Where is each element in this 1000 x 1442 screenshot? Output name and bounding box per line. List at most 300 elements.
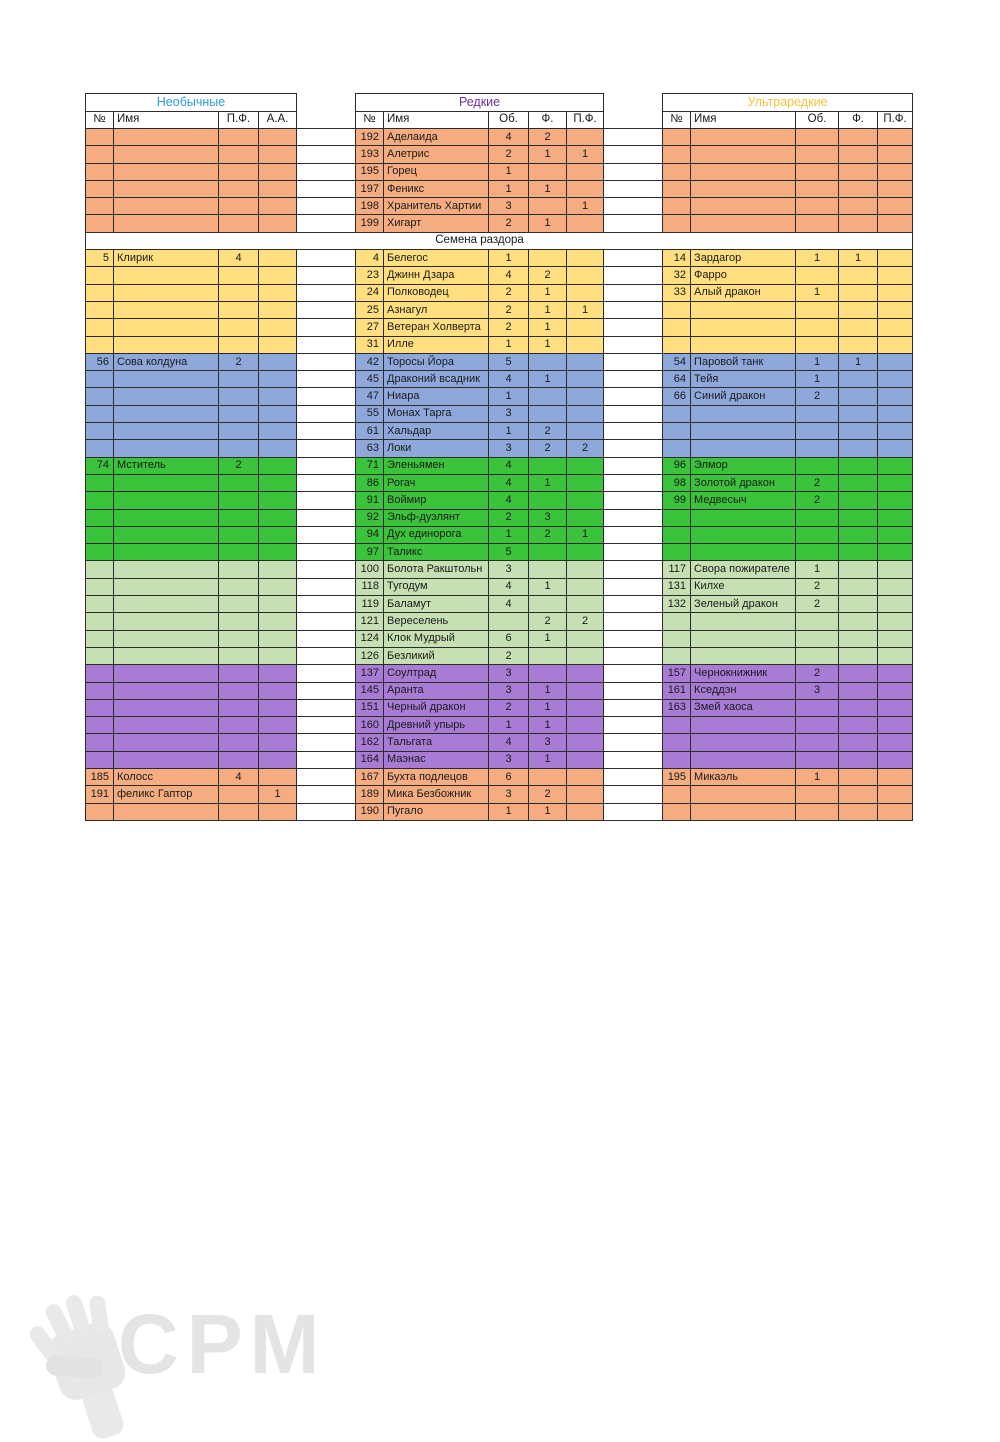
cell (86, 734, 114, 751)
column-header: Ф. (839, 112, 878, 129)
cell: 31 (356, 336, 384, 353)
cell (839, 319, 878, 336)
cell: 198 (356, 198, 384, 215)
cell (86, 388, 114, 405)
spacer-cell (297, 665, 356, 682)
cell (219, 319, 259, 336)
cell: 2 (529, 786, 567, 803)
cell (796, 803, 839, 820)
cell: 1 (529, 578, 567, 595)
cell (839, 492, 878, 509)
cell: 27 (356, 319, 384, 336)
cell (878, 319, 913, 336)
cell (259, 250, 297, 267)
cell (219, 388, 259, 405)
table-row (86, 786, 913, 803)
spacer-cell (604, 180, 663, 197)
cell: 4 (489, 474, 529, 491)
cell (878, 405, 913, 422)
cell: Полководец (384, 284, 489, 301)
cell: 2 (529, 440, 567, 457)
cell: 132 (663, 596, 691, 613)
spacer-cell (604, 267, 663, 284)
cell (663, 180, 691, 197)
cell: 2 (489, 509, 529, 526)
spacer-cell (604, 301, 663, 318)
cell (219, 371, 259, 388)
cell (259, 198, 297, 215)
spacer-cell (604, 768, 663, 785)
spacer-cell (86, 232, 356, 249)
cell (878, 250, 913, 267)
spacer-cell (604, 129, 663, 146)
cell: 2 (219, 353, 259, 370)
cell (86, 440, 114, 457)
cell: Соултрад (384, 665, 489, 682)
cell (796, 180, 839, 197)
spacer-cell (604, 215, 663, 232)
table-row (86, 578, 913, 595)
cell (691, 180, 796, 197)
cell: 66 (663, 388, 691, 405)
cell (796, 613, 839, 630)
cell (259, 665, 297, 682)
column-header: Имя (114, 112, 219, 129)
spacer-cell (604, 509, 663, 526)
cell (663, 630, 691, 647)
table-row (86, 163, 913, 180)
cell (839, 803, 878, 820)
cell: Болота Ракштольн (384, 561, 489, 578)
cell: Аранта (384, 682, 489, 699)
cell: Ветеран Холверта (384, 319, 489, 336)
cell: Хигарт (384, 215, 489, 232)
cell: 157 (663, 665, 691, 682)
cell (114, 267, 219, 284)
table-row (86, 544, 913, 561)
table-body (86, 129, 913, 821)
cell: 193 (356, 146, 384, 163)
cell (691, 423, 796, 440)
spacer-cell (297, 699, 356, 716)
cell (839, 768, 878, 785)
table-row (86, 647, 913, 664)
cell (114, 371, 219, 388)
cell (86, 751, 114, 768)
cell: 118 (356, 578, 384, 595)
cell: 137 (356, 665, 384, 682)
table-row (86, 751, 913, 768)
cell: 1 (796, 561, 839, 578)
spacer-cell (604, 492, 663, 509)
spacer-cell (297, 717, 356, 734)
cell (663, 301, 691, 318)
spacer-cell (297, 457, 356, 474)
cell (796, 336, 839, 353)
cell (796, 544, 839, 561)
cell: 3 (489, 751, 529, 768)
cell: 2 (489, 647, 529, 664)
cell: Кседдэн (691, 682, 796, 699)
cell: 2 (529, 526, 567, 543)
cell (839, 596, 878, 613)
cell (839, 388, 878, 405)
cell: Белегос (384, 250, 489, 267)
cell (114, 751, 219, 768)
cell (219, 682, 259, 699)
cell (259, 267, 297, 284)
cell (878, 786, 913, 803)
cell (839, 717, 878, 734)
cell: 63 (356, 440, 384, 457)
cell: Алетрис (384, 146, 489, 163)
cell (86, 163, 114, 180)
section-title: Семена раздора (356, 232, 604, 249)
cell: 5 (86, 250, 114, 267)
spacer-cell (604, 578, 663, 595)
column-header: Об. (796, 112, 839, 129)
cell (567, 371, 604, 388)
spacer-cell (297, 371, 356, 388)
spacer-cell (297, 284, 356, 301)
cell: 185 (86, 768, 114, 785)
cell: Феникс (384, 180, 489, 197)
spacer-cell (297, 786, 356, 803)
cell (796, 405, 839, 422)
spacer-cell (297, 509, 356, 526)
cell (529, 163, 567, 180)
spacer-cell (604, 682, 663, 699)
cell (691, 146, 796, 163)
cell (796, 423, 839, 440)
cell: 92 (356, 509, 384, 526)
cell (839, 440, 878, 457)
cell (567, 768, 604, 785)
table-row (86, 474, 913, 491)
cell: 1 (567, 198, 604, 215)
cell (86, 146, 114, 163)
cell: 161 (663, 682, 691, 699)
cell: 195 (356, 163, 384, 180)
cell (796, 163, 839, 180)
cell: 23 (356, 267, 384, 284)
cell (878, 440, 913, 457)
cell (259, 544, 297, 561)
cell: 1 (567, 146, 604, 163)
spacer-cell (604, 232, 913, 249)
cell (878, 198, 913, 215)
cell: 1 (489, 526, 529, 543)
spacer-cell (297, 163, 356, 180)
cell (114, 544, 219, 561)
cell (259, 180, 297, 197)
spacer-cell (604, 561, 663, 578)
cell (567, 405, 604, 422)
table-row (86, 492, 913, 509)
cell (691, 509, 796, 526)
cell (529, 457, 567, 474)
cell (114, 578, 219, 595)
cell: 3 (529, 509, 567, 526)
spacer-cell (297, 544, 356, 561)
cell (663, 319, 691, 336)
cell: 126 (356, 647, 384, 664)
cell: Змей хаоса (691, 699, 796, 716)
cell: 4 (489, 578, 529, 595)
column-header: Ф. (529, 112, 567, 129)
cell: 199 (356, 215, 384, 232)
cell: 119 (356, 596, 384, 613)
cell (259, 699, 297, 716)
table-row (86, 803, 913, 820)
cell (663, 751, 691, 768)
cell (663, 544, 691, 561)
cell (529, 596, 567, 613)
spacer-cell (604, 319, 663, 336)
cell: 2 (567, 440, 604, 457)
cell (219, 215, 259, 232)
cell (259, 578, 297, 595)
cell (567, 786, 604, 803)
cell: Джинн Дзара (384, 267, 489, 284)
cell (219, 803, 259, 820)
cell (878, 647, 913, 664)
cell: 1 (529, 699, 567, 716)
spacer-cell (297, 578, 356, 595)
spacer-cell (604, 665, 663, 682)
cell (691, 630, 796, 647)
cell: 3 (489, 682, 529, 699)
cell (567, 561, 604, 578)
cell (219, 423, 259, 440)
cell: 3 (796, 682, 839, 699)
spacer-cell (297, 803, 356, 820)
cell (663, 526, 691, 543)
cell: Микаэль (691, 768, 796, 785)
spacer-cell (297, 129, 356, 146)
cell (839, 146, 878, 163)
cell: 1 (529, 751, 567, 768)
cell (878, 596, 913, 613)
cell (86, 717, 114, 734)
cell: Синий дракон (691, 388, 796, 405)
cell (86, 301, 114, 318)
cell: 71 (356, 457, 384, 474)
cell (86, 509, 114, 526)
cell: 2 (567, 613, 604, 630)
cell: 1 (489, 803, 529, 820)
cell (114, 440, 219, 457)
cell: Алый дракон (691, 284, 796, 301)
table-row (86, 682, 913, 699)
cell: 124 (356, 630, 384, 647)
cell: Ниара (384, 388, 489, 405)
cell (878, 682, 913, 699)
group-title-rare (356, 94, 604, 112)
cell: 3 (489, 440, 529, 457)
cell: 4 (356, 250, 384, 267)
cell: Фарро (691, 267, 796, 284)
table-row (86, 353, 913, 370)
column-header: Имя (691, 112, 796, 129)
cell: Тугодум (384, 578, 489, 595)
cell (529, 665, 567, 682)
cell: 3 (489, 561, 529, 578)
cell: 1 (529, 803, 567, 820)
cell (114, 474, 219, 491)
cell (259, 751, 297, 768)
cell (86, 198, 114, 215)
cell: 1 (796, 284, 839, 301)
cell: 55 (356, 405, 384, 422)
cell: 117 (663, 561, 691, 578)
spacer-cell (604, 353, 663, 370)
cell (796, 734, 839, 751)
cell (86, 129, 114, 146)
cell: 2 (529, 613, 567, 630)
spacer-cell (604, 371, 663, 388)
cell (796, 301, 839, 318)
cell (259, 509, 297, 526)
cell (878, 544, 913, 561)
cell: 197 (356, 180, 384, 197)
spacer-cell (297, 146, 356, 163)
table-row (86, 388, 913, 405)
cell (567, 665, 604, 682)
cell: 1 (489, 180, 529, 197)
table-row (86, 509, 913, 526)
cell (86, 647, 114, 664)
cell (259, 630, 297, 647)
cell (114, 699, 219, 716)
spacer-cell (297, 682, 356, 699)
cell (796, 751, 839, 768)
cell (114, 803, 219, 820)
cell (839, 423, 878, 440)
cell (219, 129, 259, 146)
cell (259, 682, 297, 699)
cell: 6 (489, 768, 529, 785)
table-row (86, 457, 913, 474)
cell: Локи (384, 440, 489, 457)
cell (114, 596, 219, 613)
cell (878, 492, 913, 509)
cell (567, 596, 604, 613)
cell: 47 (356, 388, 384, 405)
cell (691, 440, 796, 457)
spacer-cell (604, 526, 663, 543)
cell (691, 803, 796, 820)
cell (259, 284, 297, 301)
spacer-cell (297, 440, 356, 457)
cell: Таликс (384, 544, 489, 561)
spacer-cell (604, 146, 663, 163)
cell: 1 (529, 630, 567, 647)
cell (219, 526, 259, 543)
cell (796, 319, 839, 336)
spacer-cell (604, 786, 663, 803)
cell (878, 768, 913, 785)
cell (86, 215, 114, 232)
cell: 2 (529, 423, 567, 440)
cell: Килхе (691, 578, 796, 595)
cell (663, 215, 691, 232)
cell (114, 301, 219, 318)
cell (839, 613, 878, 630)
cell: Элмор (691, 457, 796, 474)
spacer-cell (604, 751, 663, 768)
spacer-cell (297, 319, 356, 336)
cell (796, 267, 839, 284)
cell (567, 457, 604, 474)
cell (259, 319, 297, 336)
cell (86, 803, 114, 820)
cell: Клирик (114, 250, 219, 267)
spacer-cell (604, 440, 663, 457)
cell (219, 786, 259, 803)
cell (86, 682, 114, 699)
cell (219, 163, 259, 180)
cell (663, 336, 691, 353)
cell (878, 129, 913, 146)
spacer-cell (604, 699, 663, 716)
cell: 1 (796, 353, 839, 370)
cell (839, 509, 878, 526)
cell: Эленьямен (384, 457, 489, 474)
cell: 4 (489, 129, 529, 146)
cell: 61 (356, 423, 384, 440)
spacer-cell (297, 112, 356, 129)
column-header: А.А. (259, 112, 297, 129)
cell (796, 630, 839, 647)
cell (114, 423, 219, 440)
cell (878, 371, 913, 388)
cell: 2 (489, 319, 529, 336)
cell (114, 509, 219, 526)
cell (219, 578, 259, 595)
table-row (86, 319, 913, 336)
cell (567, 250, 604, 267)
cell (663, 647, 691, 664)
cell (878, 215, 913, 232)
cell (86, 371, 114, 388)
cell (839, 699, 878, 716)
cell (259, 474, 297, 491)
cell (567, 180, 604, 197)
cell: 97 (356, 544, 384, 561)
spacer-cell (604, 613, 663, 630)
cell (259, 492, 297, 509)
cell (567, 717, 604, 734)
cell: Аделаида (384, 129, 489, 146)
cell: 32 (663, 267, 691, 284)
table-row (86, 267, 913, 284)
cell (114, 561, 219, 578)
cell (219, 596, 259, 613)
cell (663, 163, 691, 180)
cell: 4 (489, 371, 529, 388)
cell (878, 665, 913, 682)
cell: Чернокнижник (691, 665, 796, 682)
cell (219, 146, 259, 163)
cell (878, 301, 913, 318)
cell: 33 (663, 284, 691, 301)
cell (663, 129, 691, 146)
cell (114, 613, 219, 630)
cell: 1 (796, 768, 839, 785)
cell (691, 198, 796, 215)
cell (567, 630, 604, 647)
